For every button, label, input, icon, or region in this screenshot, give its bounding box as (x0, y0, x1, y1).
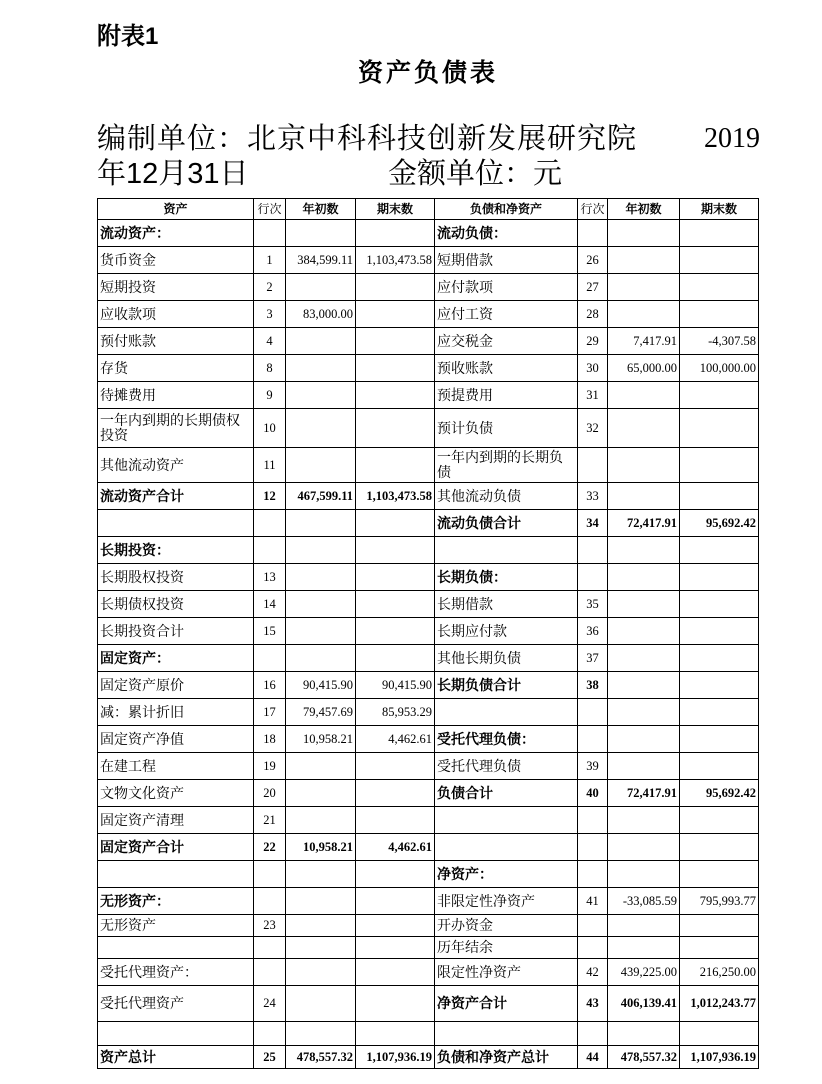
liability-line-no-cell: 26 (578, 247, 608, 274)
table-row (98, 510, 759, 537)
asset-ending-cell: 4,462.61 (356, 726, 435, 753)
asset-beginning-cell: 90,415.90 (286, 672, 356, 699)
asset-line-no-cell: 1 (254, 247, 286, 274)
asset-beginning-cell (286, 645, 356, 672)
liability-item-cell (435, 699, 578, 726)
liability-line-no-cell: 33 (578, 483, 608, 510)
liability-item-cell: 预收账款 (435, 355, 578, 382)
asset-ending-cell: 1,103,473.58 (356, 483, 435, 510)
asset-beginning-cell (286, 355, 356, 382)
asset-ending-cell: 4,462.61 (356, 834, 435, 861)
liability-item-cell: 流动负债合计 (435, 510, 578, 537)
asset-line-no-cell (254, 1022, 286, 1046)
asset-ending-cell (356, 807, 435, 834)
asset-item-cell: 流动资产合计 (98, 483, 254, 510)
table-row (98, 618, 759, 645)
asset-beginning-cell (286, 274, 356, 301)
liability-item-cell: 长期借款 (435, 591, 578, 618)
liability-line-no-cell (578, 220, 608, 247)
liability-beginning-cell (608, 301, 680, 328)
table-row (98, 959, 759, 986)
liability-beginning-cell (608, 409, 680, 448)
liability-ending-cell (680, 672, 759, 699)
liability-beginning-cell (608, 382, 680, 409)
asset-item-cell: 流动资产： (98, 220, 254, 247)
liability-ending-cell (680, 726, 759, 753)
asset-line-no-cell: 25 (254, 1046, 286, 1069)
header-liability-beginning: 年初数 (608, 199, 680, 220)
asset-item-cell: 减：累计折旧 (98, 699, 254, 726)
asset-item-cell: 固定资产净值 (98, 726, 254, 753)
asset-beginning-cell: 10,958.21 (286, 834, 356, 861)
asset-item-cell (98, 861, 254, 888)
liability-item-cell: 应付工资 (435, 301, 578, 328)
liability-line-no-cell (578, 448, 608, 483)
table-row (98, 807, 759, 834)
liability-ending-cell (680, 220, 759, 247)
liability-ending-cell: 795,993.77 (680, 888, 759, 915)
liability-beginning-cell (608, 672, 680, 699)
asset-line-no-cell: 21 (254, 807, 286, 834)
asset-beginning-cell (286, 753, 356, 780)
asset-ending-cell (356, 274, 435, 301)
table-row (98, 753, 759, 780)
asset-ending-cell (356, 564, 435, 591)
liability-beginning-cell: 439,225.00 (608, 959, 680, 986)
asset-line-no-cell: 4 (254, 328, 286, 355)
header-asset-line-no: 行次 (254, 199, 286, 220)
header-liability-ending: 期末数 (680, 199, 759, 220)
table-row (98, 834, 759, 861)
table-row (98, 672, 759, 699)
liability-ending-cell: 1,107,936.19 (680, 1046, 759, 1069)
asset-item-cell: 存货 (98, 355, 254, 382)
table-body (98, 220, 759, 1069)
asset-item-cell: 其他流动资产 (98, 448, 254, 483)
asset-beginning-cell (286, 807, 356, 834)
liability-ending-cell: -4,307.58 (680, 328, 759, 355)
table-row (98, 699, 759, 726)
liability-beginning-cell (608, 483, 680, 510)
asset-item-cell: 在建工程 (98, 753, 254, 780)
appendix-label: 附表1 (97, 23, 159, 50)
asset-line-no-cell (254, 861, 286, 888)
table-row (98, 247, 759, 274)
compile-unit: 编制单位：北京中科科技创新发展研究院 (97, 123, 638, 155)
asset-ending-cell (356, 301, 435, 328)
liability-line-no-cell: 27 (578, 274, 608, 301)
amount-unit: 金额单位：元 (388, 158, 563, 190)
asset-ending-cell (356, 986, 435, 1022)
liability-ending-cell (680, 409, 759, 448)
liability-line-no-cell: 31 (578, 382, 608, 409)
asset-ending-cell (356, 220, 435, 247)
asset-line-no-cell: 18 (254, 726, 286, 753)
asset-item-cell: 待摊费用 (98, 382, 254, 409)
asset-line-no-cell (254, 937, 286, 959)
asset-line-no-cell: 8 (254, 355, 286, 382)
table-row (98, 537, 759, 564)
asset-beginning-cell (286, 861, 356, 888)
liability-ending-cell: 216,250.00 (680, 959, 759, 986)
table-row (98, 448, 759, 483)
asset-ending-cell (356, 618, 435, 645)
asset-line-no-cell: 12 (254, 483, 286, 510)
liability-ending-cell (680, 915, 759, 937)
liability-item-cell: 受托代理负债： (435, 726, 578, 753)
liability-line-no-cell (578, 861, 608, 888)
liability-ending-cell (680, 753, 759, 780)
header-asset-ending: 期末数 (356, 199, 435, 220)
liability-line-no-cell: 41 (578, 888, 608, 915)
asset-line-no-cell: 19 (254, 753, 286, 780)
asset-line-no-cell (254, 537, 286, 564)
liability-line-no-cell: 34 (578, 510, 608, 537)
asset-line-no-cell (254, 220, 286, 247)
asset-beginning-cell (286, 780, 356, 807)
asset-line-no-cell: 23 (254, 915, 286, 937)
asset-item-cell (98, 937, 254, 959)
asset-ending-cell (356, 915, 435, 937)
liability-ending-cell (680, 448, 759, 483)
liability-line-no-cell: 28 (578, 301, 608, 328)
asset-line-no-cell (254, 510, 286, 537)
table-row (98, 1022, 759, 1046)
table-row (98, 888, 759, 915)
table-row (98, 937, 759, 959)
table-row (98, 409, 759, 448)
liability-line-no-cell (578, 915, 608, 937)
liability-item-cell (435, 834, 578, 861)
liability-ending-cell: 100,000.00 (680, 355, 759, 382)
page-title: 资产负债表 (358, 59, 499, 87)
liability-line-no-cell (578, 937, 608, 959)
liability-beginning-cell (608, 699, 680, 726)
asset-ending-cell (356, 448, 435, 483)
liability-line-no-cell: 44 (578, 1046, 608, 1069)
header-asset-beginning: 年初数 (286, 199, 356, 220)
asset-line-no-cell: 22 (254, 834, 286, 861)
asset-beginning-cell (286, 591, 356, 618)
liability-beginning-cell (608, 448, 680, 483)
table-row (98, 355, 759, 382)
asset-item-cell (98, 1022, 254, 1046)
liability-item-cell: 净资产： (435, 861, 578, 888)
asset-item-cell: 货币资金 (98, 247, 254, 274)
asset-item-cell: 长期投资合计 (98, 618, 254, 645)
asset-beginning-cell (286, 537, 356, 564)
asset-item-cell: 一年内到期的长期债权投资 (98, 409, 254, 448)
liability-item-cell: 其他流动负债 (435, 483, 578, 510)
liability-ending-cell (680, 483, 759, 510)
liability-item-cell: 历年结余 (435, 937, 578, 959)
liability-beginning-cell (608, 537, 680, 564)
liability-line-no-cell (578, 699, 608, 726)
liability-beginning-cell (608, 591, 680, 618)
liability-item-cell: 预计负债 (435, 409, 578, 448)
asset-ending-cell (356, 753, 435, 780)
asset-line-no-cell: 2 (254, 274, 286, 301)
asset-line-no-cell: 3 (254, 301, 286, 328)
asset-beginning-cell (286, 448, 356, 483)
liability-line-no-cell (578, 726, 608, 753)
liability-beginning-cell (608, 1022, 680, 1046)
header-liability-line-no: 行次 (578, 199, 608, 220)
asset-beginning-cell: 384,599.11 (286, 247, 356, 274)
liability-beginning-cell (608, 726, 680, 753)
asset-beginning-cell (286, 915, 356, 937)
liability-item-cell: 其他长期负债 (435, 645, 578, 672)
liability-beginning-cell: 72,417.91 (608, 780, 680, 807)
asset-item-cell: 预付账款 (98, 328, 254, 355)
liability-beginning-cell (608, 915, 680, 937)
liability-ending-cell: 95,692.42 (680, 510, 759, 537)
liability-item-cell: 短期借款 (435, 247, 578, 274)
asset-line-no-cell: 14 (254, 591, 286, 618)
liability-line-no-cell (578, 537, 608, 564)
liability-line-no-cell (578, 1022, 608, 1046)
liability-item-cell (435, 807, 578, 834)
asset-item-cell: 固定资产原价 (98, 672, 254, 699)
liability-ending-cell: 1,012,243.77 (680, 986, 759, 1022)
liability-ending-cell (680, 247, 759, 274)
asset-item-cell (98, 510, 254, 537)
asset-item-cell: 无形资产 (98, 915, 254, 937)
liability-beginning-cell: 406,139.41 (608, 986, 680, 1022)
table-row (98, 986, 759, 1022)
asset-ending-cell (356, 861, 435, 888)
asset-item-cell: 长期股权投资 (98, 564, 254, 591)
asset-item-cell: 长期投资： (98, 537, 254, 564)
asset-ending-cell (356, 591, 435, 618)
liability-item-cell: 应付款项 (435, 274, 578, 301)
table-row (98, 780, 759, 807)
liability-line-no-cell (578, 807, 608, 834)
liability-beginning-cell (608, 937, 680, 959)
header-assets: 资产 (98, 199, 254, 220)
liability-ending-cell (680, 645, 759, 672)
liability-ending-cell (680, 591, 759, 618)
liability-item-cell (435, 537, 578, 564)
liability-ending-cell (680, 537, 759, 564)
liability-beginning-cell (608, 247, 680, 274)
table-row (98, 220, 759, 247)
table-header-row (98, 199, 759, 220)
asset-beginning-cell (286, 409, 356, 448)
table-row (98, 328, 759, 355)
asset-item-cell: 无形资产： (98, 888, 254, 915)
asset-item-cell: 短期投资 (98, 274, 254, 301)
asset-beginning-cell (286, 937, 356, 959)
liability-beginning-cell: 65,000.00 (608, 355, 680, 382)
asset-ending-cell (356, 355, 435, 382)
asset-ending-cell (356, 510, 435, 537)
table-row (98, 1046, 759, 1069)
asset-line-no-cell: 15 (254, 618, 286, 645)
asset-line-no-cell: 9 (254, 382, 286, 409)
liability-ending-cell (680, 807, 759, 834)
asset-line-no-cell: 16 (254, 672, 286, 699)
asset-line-no-cell (254, 888, 286, 915)
asset-line-no-cell: 10 (254, 409, 286, 448)
liability-line-no-cell: 36 (578, 618, 608, 645)
asset-beginning-cell (286, 564, 356, 591)
liability-item-cell: 预提费用 (435, 382, 578, 409)
liability-item-cell: 非限定性净资产 (435, 888, 578, 915)
liability-ending-cell (680, 834, 759, 861)
asset-line-no-cell (254, 959, 286, 986)
table-row (98, 591, 759, 618)
liability-line-no-cell: 42 (578, 959, 608, 986)
asset-beginning-cell (286, 220, 356, 247)
asset-ending-cell: 85,953.29 (356, 699, 435, 726)
liability-item-cell: 净资产合计 (435, 986, 578, 1022)
asset-beginning-cell (286, 888, 356, 915)
asset-item-cell: 受托代理资产 (98, 986, 254, 1022)
asset-item-cell: 应收款项 (98, 301, 254, 328)
asset-ending-cell (356, 537, 435, 564)
liability-beginning-cell (608, 861, 680, 888)
table-row (98, 483, 759, 510)
asset-item-cell: 长期债权投资 (98, 591, 254, 618)
asset-beginning-cell (286, 959, 356, 986)
liability-item-cell: 受托代理负债 (435, 753, 578, 780)
liability-beginning-cell (608, 834, 680, 861)
asset-ending-cell: 90,415.90 (356, 672, 435, 699)
liability-ending-cell (680, 1022, 759, 1046)
table-row (98, 726, 759, 753)
liability-ending-cell: 95,692.42 (680, 780, 759, 807)
liability-beginning-cell: 478,557.32 (608, 1046, 680, 1069)
liability-line-no-cell (578, 564, 608, 591)
asset-beginning-cell (286, 382, 356, 409)
liability-beginning-cell (608, 807, 680, 834)
asset-beginning-cell (286, 328, 356, 355)
liability-beginning-cell (608, 220, 680, 247)
asset-item-cell: 固定资产： (98, 645, 254, 672)
liability-beginning-cell: -33,085.59 (608, 888, 680, 915)
liability-line-no-cell: 39 (578, 753, 608, 780)
liability-beginning-cell: 72,417.91 (608, 510, 680, 537)
asset-line-no-cell: 11 (254, 448, 286, 483)
asset-ending-cell (356, 382, 435, 409)
asset-beginning-cell: 83,000.00 (286, 301, 356, 328)
liability-line-no-cell (578, 834, 608, 861)
liability-line-no-cell: 35 (578, 591, 608, 618)
liability-beginning-cell (608, 564, 680, 591)
liability-line-no-cell: 40 (578, 780, 608, 807)
liability-ending-cell (680, 564, 759, 591)
table-row (98, 382, 759, 409)
asset-line-no-cell: 24 (254, 986, 286, 1022)
asset-item-cell: 文物文化资产 (98, 780, 254, 807)
liability-item-cell: 长期负债： (435, 564, 578, 591)
asset-ending-cell (356, 888, 435, 915)
liability-line-no-cell: 38 (578, 672, 608, 699)
liability-ending-cell (680, 274, 759, 301)
liability-item-cell: 开办资金 (435, 915, 578, 937)
liability-item-cell: 负债合计 (435, 780, 578, 807)
asset-item-cell: 固定资产清理 (98, 807, 254, 834)
table-row (98, 915, 759, 937)
liability-item-cell: 负债和净资产总计 (435, 1046, 578, 1069)
asset-ending-cell (356, 1022, 435, 1046)
asset-ending-cell (356, 780, 435, 807)
table-row (98, 301, 759, 328)
liability-beginning-cell (608, 645, 680, 672)
asset-ending-cell (356, 328, 435, 355)
asset-beginning-cell: 478,557.32 (286, 1046, 356, 1069)
liability-line-no-cell: 30 (578, 355, 608, 382)
table-row (98, 274, 759, 301)
table-row (98, 564, 759, 591)
asset-ending-cell (356, 959, 435, 986)
asset-ending-cell: 1,107,936.19 (356, 1046, 435, 1069)
liability-line-no-cell: 29 (578, 328, 608, 355)
asset-line-no-cell: 13 (254, 564, 286, 591)
asset-beginning-cell (286, 618, 356, 645)
liability-ending-cell (680, 301, 759, 328)
liability-beginning-cell (608, 274, 680, 301)
report-date: 年12月31日 (97, 158, 249, 190)
asset-line-no-cell: 17 (254, 699, 286, 726)
liability-item-cell: 长期应付款 (435, 618, 578, 645)
asset-item-cell: 资产总计 (98, 1046, 254, 1069)
asset-ending-cell: 1,103,473.58 (356, 247, 435, 274)
asset-line-no-cell: 20 (254, 780, 286, 807)
asset-beginning-cell (286, 510, 356, 537)
asset-ending-cell (356, 645, 435, 672)
liability-item-cell: 一年内到期的长期负债 (435, 448, 578, 483)
table-row (98, 645, 759, 672)
liability-beginning-cell (608, 618, 680, 645)
asset-beginning-cell: 10,958.21 (286, 726, 356, 753)
liability-item-cell: 应交税金 (435, 328, 578, 355)
report-year: 2019 (704, 123, 760, 154)
asset-line-no-cell (254, 645, 286, 672)
asset-ending-cell (356, 409, 435, 448)
table-row (98, 861, 759, 888)
liability-ending-cell (680, 618, 759, 645)
liability-ending-cell (680, 382, 759, 409)
liability-item-cell: 长期负债合计 (435, 672, 578, 699)
asset-beginning-cell: 79,457.69 (286, 699, 356, 726)
asset-beginning-cell (286, 986, 356, 1022)
balance-sheet-table (97, 198, 759, 1069)
liability-line-no-cell: 32 (578, 409, 608, 448)
asset-item-cell: 受托代理资产： (98, 959, 254, 986)
liability-beginning-cell: 7,417.91 (608, 328, 680, 355)
asset-item-cell: 固定资产合计 (98, 834, 254, 861)
header-liabilities-net-assets: 负债和净资产 (435, 199, 578, 220)
liability-item-cell (435, 1022, 578, 1046)
liability-ending-cell (680, 699, 759, 726)
liability-ending-cell (680, 937, 759, 959)
liability-item-cell: 流动负债： (435, 220, 578, 247)
asset-beginning-cell: 467,599.11 (286, 483, 356, 510)
asset-beginning-cell (286, 1022, 356, 1046)
liability-beginning-cell (608, 753, 680, 780)
asset-ending-cell (356, 937, 435, 959)
liability-item-cell: 限定性净资产 (435, 959, 578, 986)
liability-line-no-cell: 37 (578, 645, 608, 672)
liability-ending-cell (680, 861, 759, 888)
liability-line-no-cell: 43 (578, 986, 608, 1022)
